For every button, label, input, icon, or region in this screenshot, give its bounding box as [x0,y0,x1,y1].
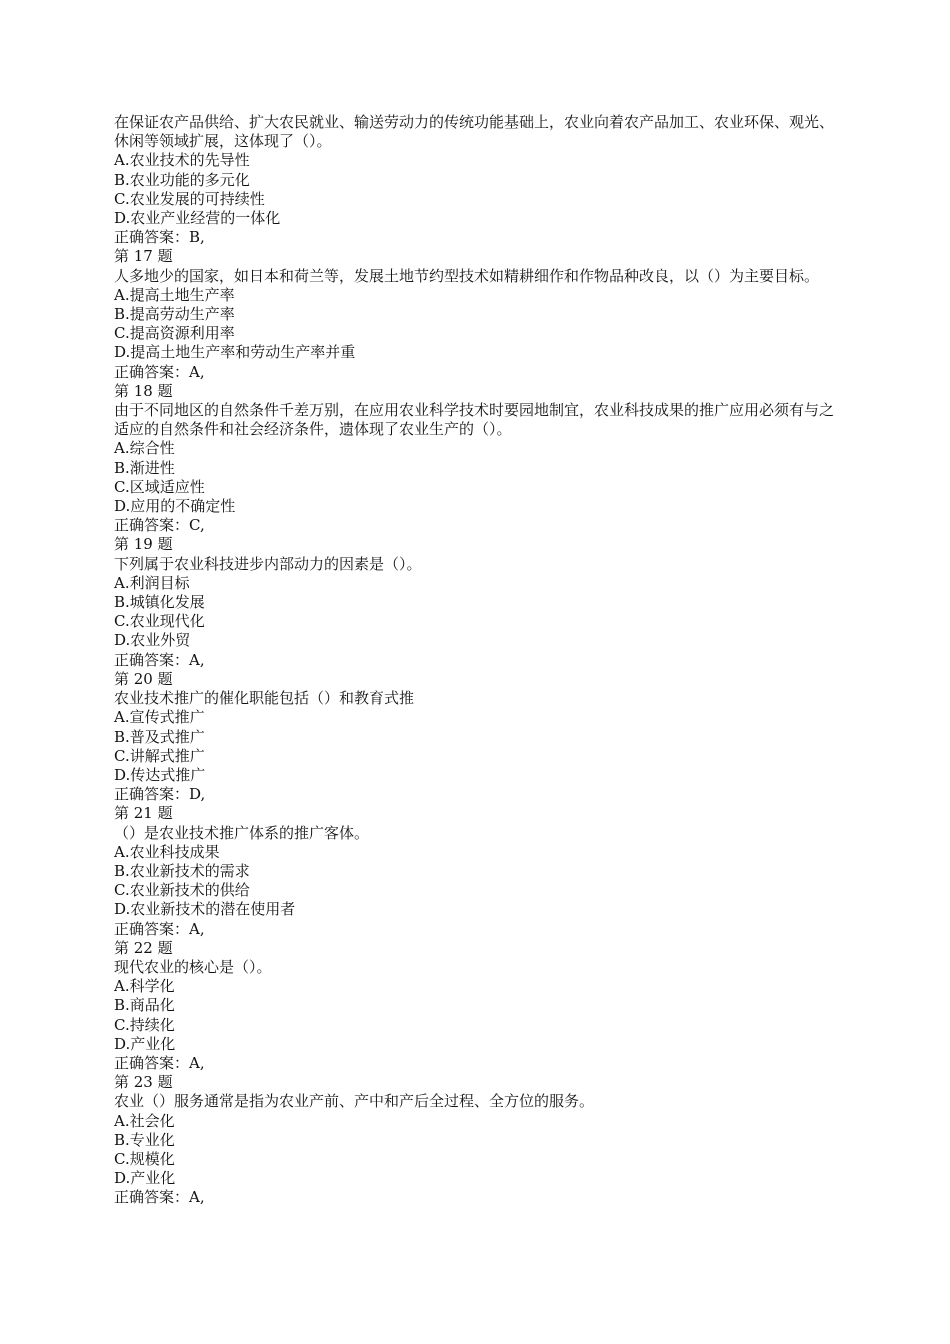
question-number: 第 19 题 [114,535,173,554]
option-c: C.农业新技术的供给 [114,881,250,900]
option-b: B.农业新技术的需求 [114,861,250,880]
option-c: C.农业现代化 [114,612,205,631]
correct-answer: 正确答案：A, [114,362,205,381]
option-b: B.商品化 [114,996,175,1015]
question-block [114,939,838,1073]
option-c: C.提高资源利用率 [114,324,235,343]
option-d: D.产业化 [114,1034,176,1053]
option-b: B.提高劳动生产率 [114,305,235,324]
question-number: 第 22 题 [114,938,173,957]
question-block [114,1073,838,1207]
option-c: C.规模化 [114,1149,175,1168]
option-b: B.专业化 [114,1130,175,1149]
option-b: B.农业功能的多元化 [114,170,250,189]
question-text: （）是农业技术推广体系的推广客体。 [114,823,370,842]
question-number: 第 20 题 [114,669,173,688]
correct-answer: 正确答案：B, [114,228,205,247]
question-number: 第 23 题 [114,1073,173,1092]
question-number: 第 17 题 [114,247,173,266]
question-text: 下列属于农业科技进步内部动力的因素是（）。 [114,554,422,573]
question-text: 由于不同地区的自然条件千差万别，在应用农业科学技术时要园地制宜，农业科技成果的推广应用必须有与之适应的自然条件和社会经济条件，遗体现了农业生产的（）。 [114,401,835,439]
option-c: C.农业发展的可持续性 [114,189,265,208]
question-text: 农业技术推广的催化职能包括（）和教育式推 [114,689,415,708]
option-a: A.农业科技成果 [114,842,220,861]
question-block [114,804,838,938]
option-b: B.渐进性 [114,458,175,477]
option-a: A.社会化 [114,1111,175,1130]
option-d: D.传达式推广 [114,765,206,784]
option-c: C.区域适应性 [114,477,205,496]
question-text: 人多地少的国家，如日本和荷兰等，发展土地节约型技术如精耕细作和作物品种改良，以（）为主要目标。 [114,266,820,285]
correct-answer: 正确答案：D, [114,785,206,804]
option-a: A.宣传式推广 [114,708,205,727]
option-d: D.产业化 [114,1169,176,1188]
option-d: D.农业外贸 [114,631,191,650]
correct-answer: 正确答案：C, [114,516,205,535]
question-block [114,670,838,804]
question-block [114,535,838,669]
option-a: A.科学化 [114,977,175,996]
option-a: A.提高土地生产率 [114,285,235,304]
question-text: 在保证农产品供给、扩大农民就业、输送劳动力的传统功能基础上，农业向着农产品加工、农业环保、观光、休闲等领域扩展，这体现了（）。 [114,113,835,151]
option-c: C.持续化 [114,1015,175,1034]
question-block [114,382,838,536]
option-d: D.提高土地生产率和劳动生产率并重 [114,343,356,362]
correct-answer: 正确答案：A, [114,650,205,669]
correct-answer: 正确答案：A, [114,919,205,938]
option-d: D.农业产业经营的一体化 [114,209,281,228]
option-a: A.农业技术的先导性 [114,151,250,170]
question-number: 第 21 题 [114,804,173,823]
option-a: A.综合性 [114,439,175,458]
option-d: D.农业新技术的潜在使用者 [114,900,296,919]
option-b: B.普及式推广 [114,727,205,746]
document-page [114,113,838,1208]
option-c: C.讲解式推广 [114,746,205,765]
question-block [114,247,838,381]
option-b: B.城镇化发展 [114,593,205,612]
option-d: D.应用的不确定性 [114,497,236,516]
question-block [114,113,838,247]
question-text: 现代农业的核心是（）。 [114,957,272,976]
correct-answer: 正确答案：A, [114,1188,205,1207]
question-text: 农业（）服务通常是指为农业产前、产中和产后全过程、全方位的服务。 [114,1092,595,1111]
correct-answer: 正确答案：A, [114,1053,205,1072]
question-number: 第 18 题 [114,381,173,400]
option-a: A.利润目标 [114,573,190,592]
